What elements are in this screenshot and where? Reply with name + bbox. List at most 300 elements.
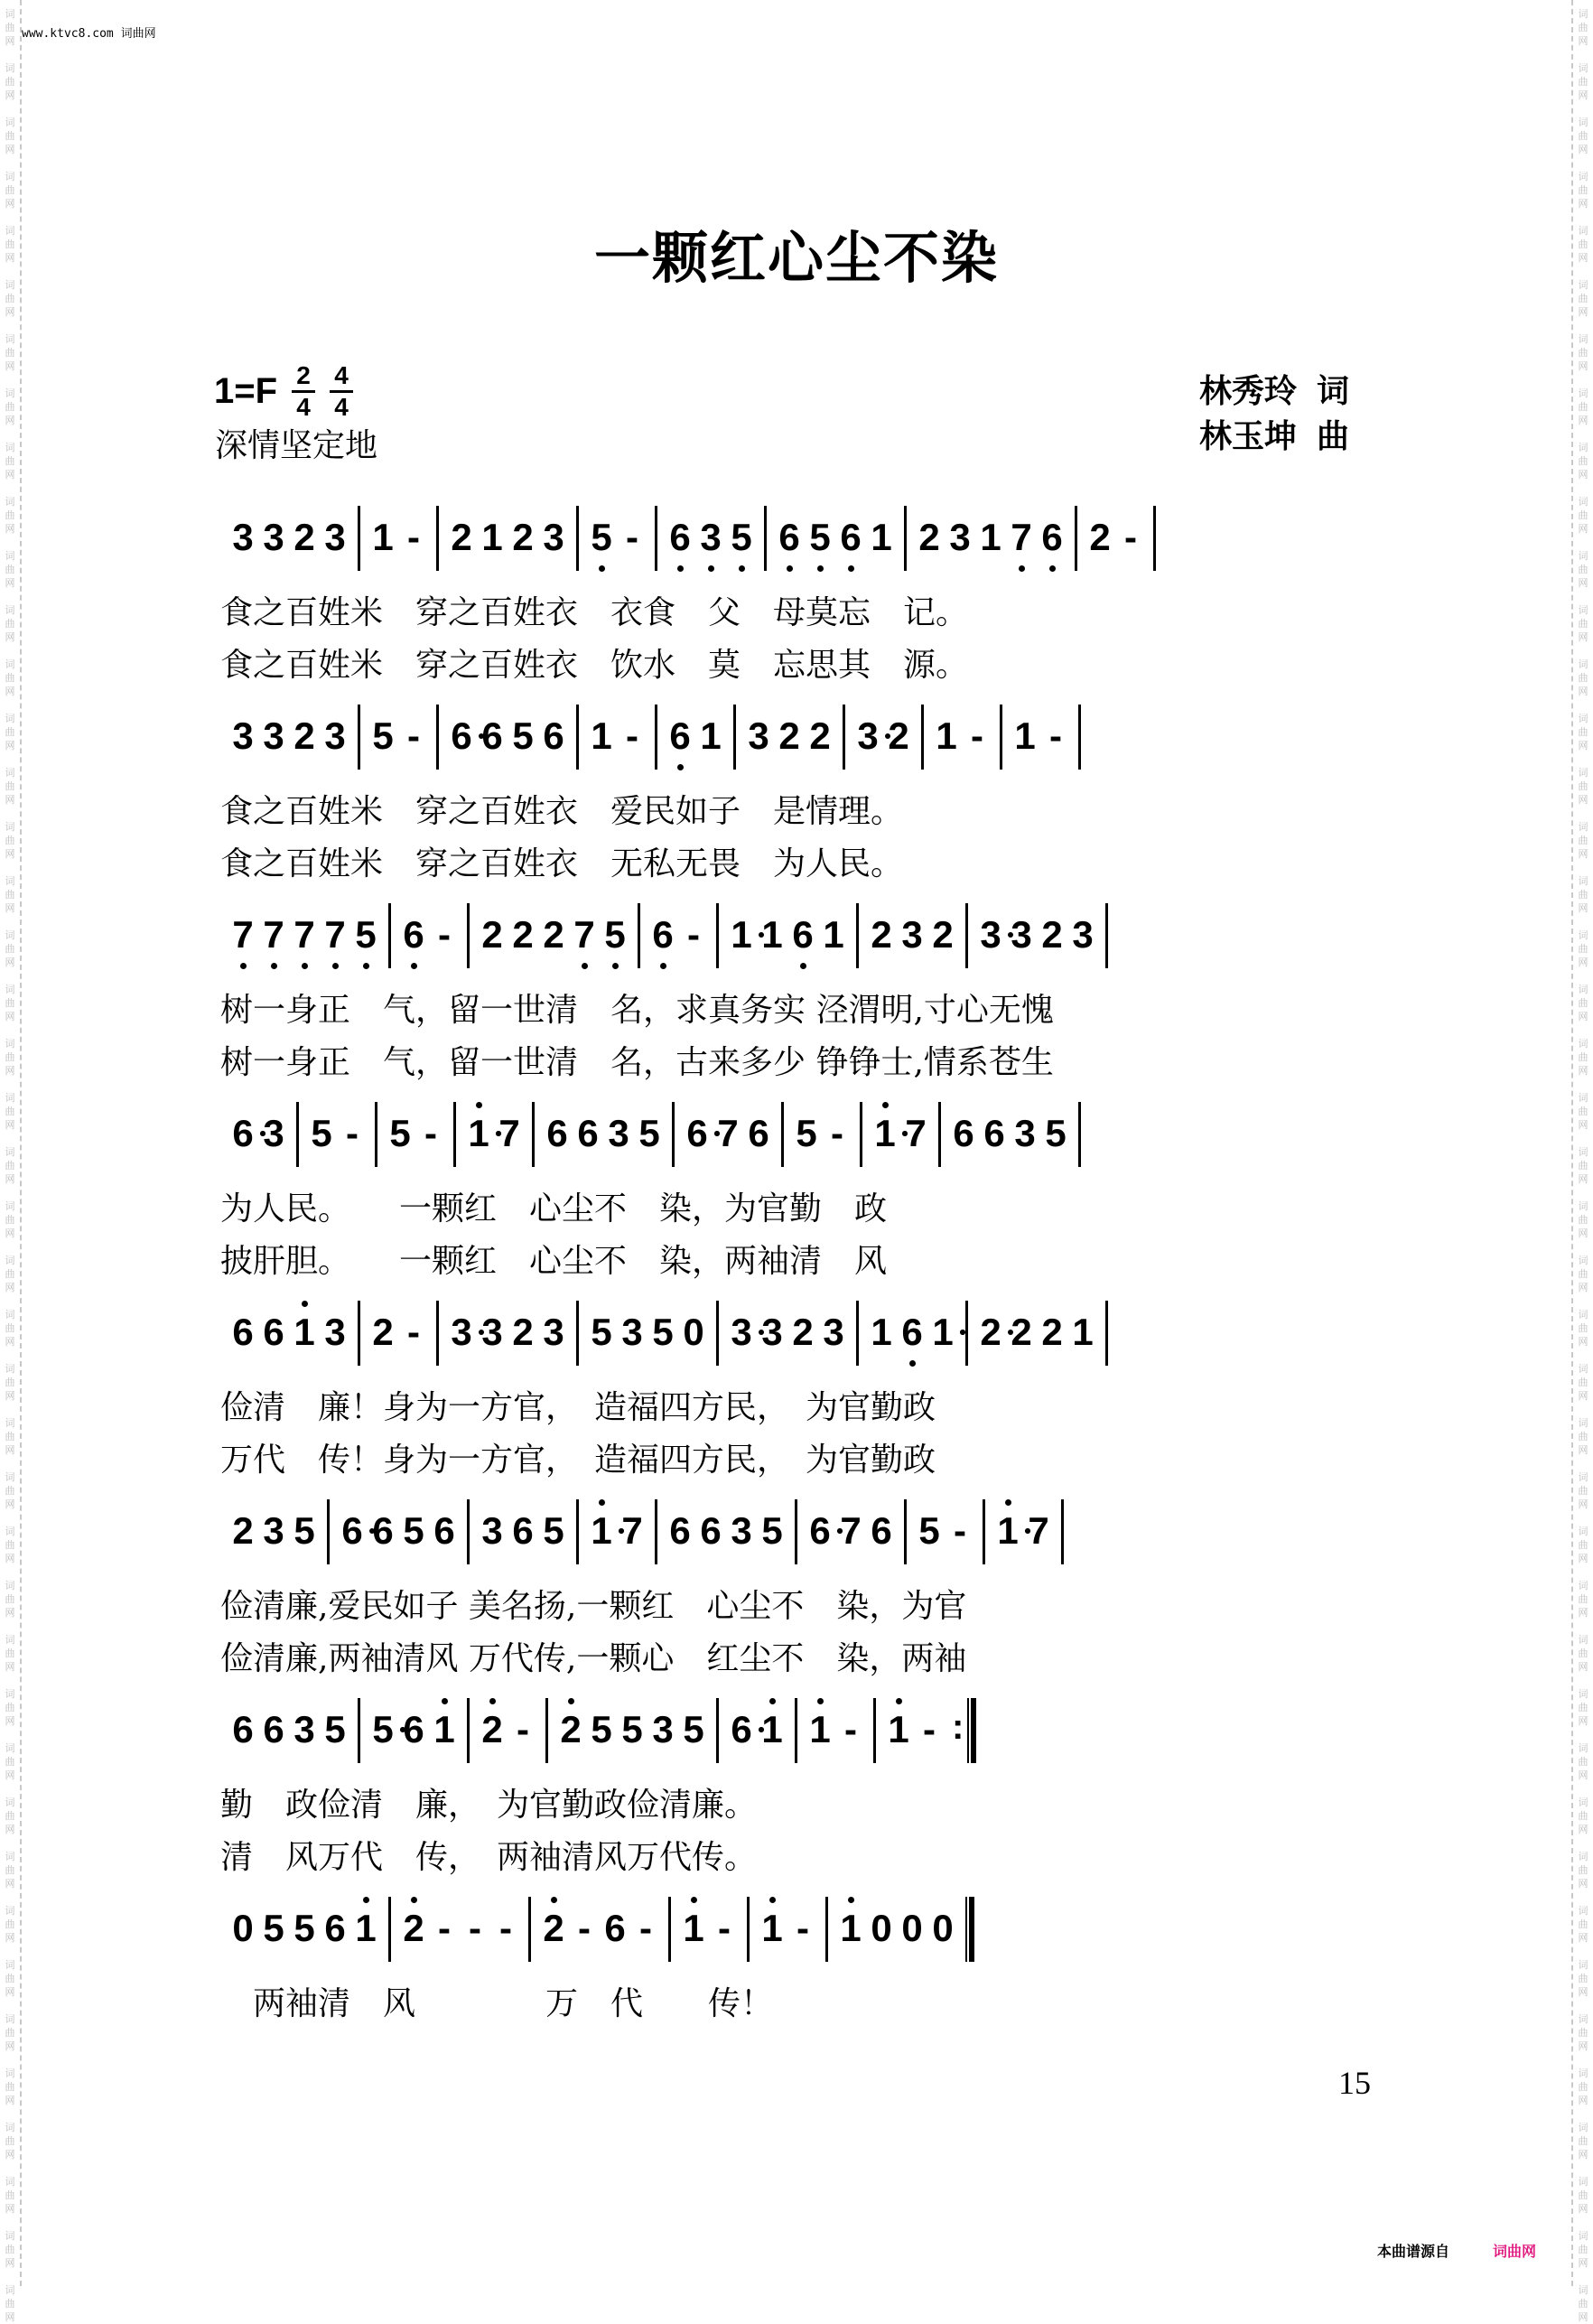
measure (924, 686, 1000, 786)
lyric-line-1: 俭清 廉！身为一方官， 造福四方民， 为官勤政 (220, 1389, 936, 1426)
note: 2 (1089, 516, 1111, 558)
notation-line (220, 1680, 1385, 1779)
watermark-glyph: 曲 (1578, 1864, 1588, 1876)
note: 3 (652, 1708, 674, 1750)
note: 1 (823, 913, 844, 956)
watermark-glyph: 词 (5, 2230, 15, 2242)
measure (968, 885, 1105, 985)
note: 5 (1045, 1112, 1067, 1154)
watermark-glyph: 网 (5, 1119, 15, 1131)
watermark-glyph: 曲 (1578, 2135, 1588, 2147)
measure (220, 1084, 296, 1183)
note: 1 (992, 1481, 1023, 1581)
lyric-line-1: 为人民。 一颗红 心尘不 染，为官勤 政 (220, 1190, 888, 1227)
note: 5 (600, 885, 630, 985)
watermark-glyph: 词 (1578, 1905, 1588, 1917)
note: 1 (350, 1879, 381, 1978)
watermark-glyph: 曲 (1578, 1593, 1588, 1605)
note: 1 (871, 516, 892, 558)
measure (470, 1481, 576, 1581)
watermark-glyph: 曲 (1578, 943, 1588, 955)
dash-extension: - (499, 1907, 512, 1949)
watermark-glyph: 词 (1578, 1309, 1588, 1321)
watermark-glyph: 曲 (5, 1214, 15, 1226)
note: 7 (258, 885, 289, 985)
watermark-glyph: 网 (5, 1011, 15, 1022)
watermark-glyph: 曲 (5, 997, 15, 1009)
measure (579, 1283, 716, 1382)
note: 6 (700, 1509, 722, 1552)
note: 3 (761, 1311, 783, 1353)
watermark-glyph: 网 (1578, 1444, 1588, 1456)
watermark-glyph: 曲 (5, 1864, 15, 1876)
measure (299, 1084, 375, 1183)
rest-note: 0 (871, 1907, 892, 1949)
page-title: 一颗红心尘不染 (593, 225, 999, 291)
note: 5 (796, 1112, 817, 1154)
watermark-glyph: 网 (1578, 2149, 1588, 2161)
watermark-glyph: 曲 (1578, 618, 1588, 630)
note: 1 (678, 1879, 709, 1978)
note: 1 (1072, 1311, 1094, 1353)
watermark-glyph: 曲 (5, 1918, 15, 1930)
dash-extension: - (831, 1112, 843, 1154)
notation-line (220, 885, 1385, 985)
note: 6 (665, 488, 695, 587)
note: 6 (337, 1481, 368, 1581)
watermark-glyph: 曲 (5, 1810, 15, 1822)
dash-extension: - (517, 1708, 529, 1750)
watermark-glyph: 网 (5, 631, 15, 643)
note: 6 (953, 1112, 974, 1154)
measure (719, 1680, 795, 1779)
watermark-glyph: 网 (5, 1932, 15, 1944)
watermark-glyph: 词 (1578, 2067, 1588, 2079)
watermark-glyph: 曲 (5, 1647, 15, 1659)
watermark-glyph: 网 (1578, 252, 1588, 264)
watermark-glyph: 词 (5, 225, 15, 237)
note: 3 (726, 1283, 757, 1382)
score-system (220, 1084, 1385, 1288)
measure (719, 885, 856, 985)
watermark-glyph: 曲 (5, 455, 15, 467)
watermark-glyph: 词 (5, 2122, 15, 2133)
note: 6 (774, 488, 805, 587)
note: 7 (1006, 488, 1037, 587)
watermark-glyph: 曲 (1578, 76, 1588, 88)
note: 6 (543, 714, 564, 757)
watermark-glyph: 网 (5, 2040, 15, 2052)
note: 2 (293, 516, 315, 558)
watermark-glyph: 曲 (5, 184, 15, 196)
note: 5 (591, 1311, 612, 1353)
watermark-glyph: 词 (1578, 8, 1588, 20)
barline (1078, 705, 1081, 770)
note: 2 (888, 714, 909, 757)
lyric-line-1: 勤 政俭清 廉， 为官勤政俭清廉。 (220, 1787, 758, 1824)
note: 3 (481, 1509, 503, 1552)
note: 6 (232, 1311, 254, 1353)
lyric-line-2: 俭清廉,两袖清风 万代传,一颗心 红尘不 染，两袖 (220, 1640, 967, 1677)
watermark-glyph: 词 (1578, 1526, 1588, 1537)
watermark-glyph: 词 (1578, 1146, 1588, 1158)
right-watermark-column (1571, 0, 1593, 2323)
note: 3 (852, 686, 883, 786)
note: 3 (324, 1311, 346, 1353)
watermark-glyph: 词 (5, 279, 15, 291)
note: 2 (451, 516, 472, 558)
watermark-glyph: 网 (5, 957, 15, 968)
watermark-glyph: 网 (5, 1444, 15, 1456)
watermark-glyph: 曲 (1578, 1051, 1588, 1063)
watermark-glyph: 词 (5, 171, 15, 182)
note: 1 (586, 1481, 617, 1581)
note: 5 (324, 1708, 346, 1750)
watermark-glyph: 网 (5, 1986, 15, 1998)
watermark-glyph: 曲 (1578, 997, 1588, 1009)
watermark-glyph: 词 (5, 1797, 15, 1808)
note: 3 (621, 1311, 643, 1353)
note: 1 (289, 1283, 320, 1382)
watermark-glyph: 词 (5, 1851, 15, 1862)
watermark-glyph: 曲 (5, 2244, 15, 2255)
note: 6 (604, 1907, 626, 1949)
note: 2 (232, 1509, 254, 1552)
watermark-glyph: 网 (1578, 2040, 1588, 2052)
note: 2 (809, 714, 831, 757)
note: 3 (263, 714, 284, 757)
dash-extension: - (954, 1509, 966, 1552)
watermark-glyph: 词 (5, 1309, 15, 1321)
note: 2 (372, 1311, 394, 1353)
note: 1 (372, 516, 394, 558)
watermark-glyph: 曲 (1578, 1431, 1588, 1442)
watermark-glyph: 网 (5, 2257, 15, 2269)
lyric-line-2: 万代 传！身为一方官， 造福四方民， 为官勤政 (220, 1442, 936, 1479)
watermark-glyph: 曲 (5, 618, 15, 630)
dash-extension: - (626, 516, 638, 558)
dash-extension: - (346, 1112, 359, 1154)
measure (845, 686, 921, 786)
note: 5 (372, 714, 394, 757)
dash-extension: - (407, 1311, 420, 1353)
watermark-glyph: 曲 (1578, 835, 1588, 846)
watermark-glyph: 网 (1578, 1607, 1588, 1619)
note: 5 (726, 488, 757, 587)
watermark-glyph: 词 (5, 1905, 15, 1917)
watermark-glyph: 网 (1578, 1390, 1588, 1402)
time-signature-2-4: $\frac{2}{4}$ (292, 363, 315, 420)
watermark-glyph: 词 (1578, 2230, 1588, 2242)
measure (470, 885, 638, 985)
watermark-glyph: 曲 (1578, 780, 1588, 792)
lyric-line-2: 食之百姓米 穿之百姓衣 无私无畏 为人民。 (220, 845, 904, 882)
final-barline (965, 1897, 974, 1962)
note: 2 (918, 516, 940, 558)
note: 3 (263, 516, 284, 558)
measure (579, 1481, 655, 1581)
watermark-glyph: 曲 (1578, 2244, 1588, 2255)
note: 5 (918, 1509, 940, 1552)
note: 3 (1072, 913, 1094, 956)
watermark-glyph: 网 (5, 469, 15, 481)
lyric-line-1: 食之百姓米 穿之百姓衣 衣食 父 母莫忘 记。 (220, 594, 969, 631)
watermark-glyph: 词 (5, 713, 15, 724)
watermark-glyph: 词 (5, 1580, 15, 1591)
barline (1105, 1301, 1108, 1366)
note: 3 (543, 1311, 564, 1353)
score-system (220, 488, 1385, 692)
watermark-glyph: 词 (5, 1146, 15, 1158)
watermark-glyph: 曲 (1578, 1918, 1588, 1930)
dash-extension: - (844, 1708, 857, 1750)
lyric-line-2: 清 风万代 传， 两袖清风万代传。 (220, 1839, 758, 1876)
note: 6 (546, 1112, 568, 1154)
lyric-line-1: 两袖清 风 万 代 传！ (220, 1985, 774, 2022)
dash-extension: - (424, 1112, 437, 1154)
measure (579, 686, 655, 786)
measure (220, 1680, 358, 1779)
measure (1077, 488, 1153, 587)
notation-line (220, 488, 1385, 587)
measure (377, 1084, 453, 1183)
note: 1 (936, 714, 957, 757)
dash-extension: - (1049, 714, 1062, 757)
watermark-glyph: 曲 (1578, 293, 1588, 304)
watermark-glyph: 词 (5, 117, 15, 128)
note: 7 (717, 1112, 739, 1154)
watermark-glyph: 曲 (1578, 1106, 1588, 1117)
note: 5 (512, 714, 534, 757)
watermark-glyph: 网 (5, 1824, 15, 1835)
watermark-glyph: 词 (1578, 1038, 1588, 1050)
watermark-glyph: 曲 (5, 22, 15, 33)
note: 7 (228, 885, 258, 985)
watermark-glyph: 词 (1578, 875, 1588, 887)
score-system (220, 1879, 1385, 2030)
measure (1002, 686, 1078, 786)
measure (675, 1084, 781, 1183)
note: 7 (289, 885, 320, 985)
watermark-glyph: 词 (1578, 821, 1588, 833)
watermark-glyph: 曲 (1578, 1377, 1588, 1388)
watermark-glyph: 曲 (1578, 1322, 1588, 1334)
dash-extension: - (407, 714, 420, 757)
watermark-glyph: 网 (5, 2149, 15, 2161)
watermark-glyph: 词 (1578, 1580, 1588, 1591)
notation-line (220, 686, 1385, 786)
watermark-glyph: 网 (5, 360, 15, 372)
note: 6 (871, 1509, 892, 1552)
watermark-glyph: 词 (1578, 225, 1588, 237)
measure (859, 885, 965, 985)
note: 5 (761, 1509, 783, 1552)
note: 1 (757, 1879, 787, 1978)
note: 5 (638, 1112, 660, 1154)
repeat-sign: : (952, 1707, 964, 1747)
watermark-glyph: 词 (1578, 604, 1588, 616)
measure (750, 1879, 825, 1978)
watermark-glyph: 曲 (1578, 1647, 1588, 1659)
barline (1105, 903, 1108, 968)
note: 6 (446, 686, 477, 786)
watermark-glyph: 曲 (1578, 889, 1588, 901)
watermark-glyph: 词 (1578, 1688, 1588, 1700)
watermark-glyph: 词 (1578, 2122, 1588, 2133)
measure (439, 488, 576, 587)
watermark-glyph: 网 (5, 89, 15, 101)
watermark-glyph: 网 (1578, 144, 1588, 155)
note: 6 (481, 714, 503, 757)
measure (330, 1481, 467, 1581)
note: 3 (823, 1311, 844, 1353)
watermark-glyph: 词 (5, 496, 15, 508)
watermark-glyph: 曲 (1578, 2298, 1588, 2310)
note: 6 (983, 1112, 1005, 1154)
watermark-glyph: 词 (5, 1471, 15, 1483)
note: 2 (975, 1283, 1006, 1382)
note: 3 (232, 714, 254, 757)
note: 1 (700, 714, 722, 757)
watermark-glyph: 网 (1578, 469, 1588, 481)
note: 2 (792, 1311, 814, 1353)
watermark-glyph: 词 (5, 387, 15, 399)
note: 2 (398, 1879, 429, 1978)
watermark-glyph: 网 (1578, 415, 1588, 426)
watermark-glyph: 网 (1578, 1336, 1588, 1348)
note: 2 (512, 516, 534, 558)
note: 1 (429, 1680, 460, 1779)
measure (470, 1680, 545, 1779)
watermark-glyph: 曲 (5, 1268, 15, 1280)
note: 5 (311, 1112, 332, 1154)
watermark-glyph: 网 (5, 2203, 15, 2215)
barline (1153, 506, 1156, 571)
note: 6 (577, 1112, 599, 1154)
note: 6 (512, 1509, 534, 1552)
measure (548, 1680, 716, 1779)
note: 3 (608, 1112, 629, 1154)
credits (1199, 369, 1349, 459)
rest-note: 0 (932, 1907, 954, 1949)
watermark-glyph: 词 (1578, 442, 1588, 453)
note: 2 (512, 913, 534, 956)
watermark-glyph: 词 (1578, 2284, 1588, 2296)
watermark-glyph: 曲 (1578, 2081, 1588, 2093)
source-footer (1377, 2240, 1536, 2261)
watermark-glyph: 网 (5, 1715, 15, 1727)
watermark-glyph: 曲 (5, 726, 15, 738)
measure (671, 1879, 747, 1978)
note: 3 (901, 913, 923, 956)
barline (1061, 1499, 1064, 1564)
watermark-glyph: 词 (1578, 171, 1588, 182)
watermark-glyph: 曲 (1578, 1160, 1588, 1171)
watermark-glyph: 词 (5, 1038, 15, 1050)
watermark-glyph: 网 (5, 794, 15, 806)
note: 1 (835, 1879, 866, 1978)
measure (640, 885, 716, 985)
watermark-glyph: 曲 (1578, 347, 1588, 359)
measure (736, 686, 843, 786)
watermark-glyph: 曲 (5, 1106, 15, 1117)
watermark-glyph: 词 (1578, 1092, 1588, 1104)
measure (391, 885, 467, 985)
watermark-glyph: 词 (5, 1092, 15, 1104)
measure (456, 1084, 532, 1183)
note: 3 (324, 714, 346, 757)
watermark-glyph: 曲 (1578, 1485, 1588, 1497)
watermark-glyph: 曲 (5, 564, 15, 575)
watermark-glyph: 网 (1578, 1715, 1588, 1727)
watermark-glyph: 词 (1578, 1959, 1588, 1971)
measure (784, 1084, 860, 1183)
watermark-glyph: 词 (5, 604, 15, 616)
note: 2 (477, 1680, 508, 1779)
watermark-glyph: 曲 (1578, 22, 1588, 33)
watermark-glyph: 词 (1578, 1634, 1588, 1646)
note: 3 (293, 1708, 315, 1750)
note: 5 (543, 1509, 564, 1552)
notation-line (220, 1481, 1385, 1581)
measure (828, 1879, 965, 1978)
note: 5 (621, 1708, 643, 1750)
measure (657, 686, 733, 786)
note: 1 (871, 1311, 892, 1353)
watermark-glyph: 词 (5, 2284, 15, 2296)
watermark-glyph: 网 (5, 1661, 15, 1673)
note: 7 (1028, 1509, 1049, 1552)
source-label: 本曲谱源自 (1377, 2245, 1450, 2260)
note: 7 (498, 1112, 520, 1154)
note: 5 (293, 1509, 315, 1552)
note: 6 (403, 1708, 424, 1750)
watermark-glyph: 网 (5, 1282, 15, 1293)
dash-extension: - (407, 516, 420, 558)
note: 6 (787, 885, 818, 985)
measure (859, 1283, 965, 1382)
dash-extension: - (469, 1907, 481, 1949)
watermark-glyph: 网 (1578, 360, 1588, 372)
note: 6 (324, 1907, 346, 1949)
note: 3 (1014, 1112, 1036, 1154)
tempo-marking: 深情坚定地 (215, 427, 378, 464)
measure (439, 686, 576, 786)
source-brand-link[interactable]: 词曲网 (1493, 2245, 1537, 2260)
notation-line (220, 1283, 1385, 1382)
rest-note: 0 (232, 1907, 254, 1949)
watermark-glyph: 网 (5, 306, 15, 318)
watermark-glyph: 网 (1578, 1065, 1588, 1077)
watermark-glyph: 网 (1578, 306, 1588, 318)
watermark-glyph: 网 (1578, 2203, 1588, 2215)
watermark-glyph: 曲 (5, 1431, 15, 1442)
watermark-glyph: 曲 (1578, 1810, 1588, 1822)
note: 5 (586, 488, 617, 587)
watermark-glyph: 词 (5, 442, 15, 453)
measure (220, 1283, 358, 1382)
watermark-glyph: 词 (5, 984, 15, 995)
note: 6 (835, 488, 866, 587)
watermark-glyph: 词 (5, 1688, 15, 1700)
measure (719, 1283, 856, 1382)
watermark-glyph: 词 (5, 1417, 15, 1429)
score-system (220, 1283, 1385, 1487)
measure (439, 1283, 576, 1382)
rest-note: 0 (683, 1311, 704, 1353)
measure (220, 1879, 388, 1978)
watermark-glyph: 词 (1578, 1797, 1588, 1808)
